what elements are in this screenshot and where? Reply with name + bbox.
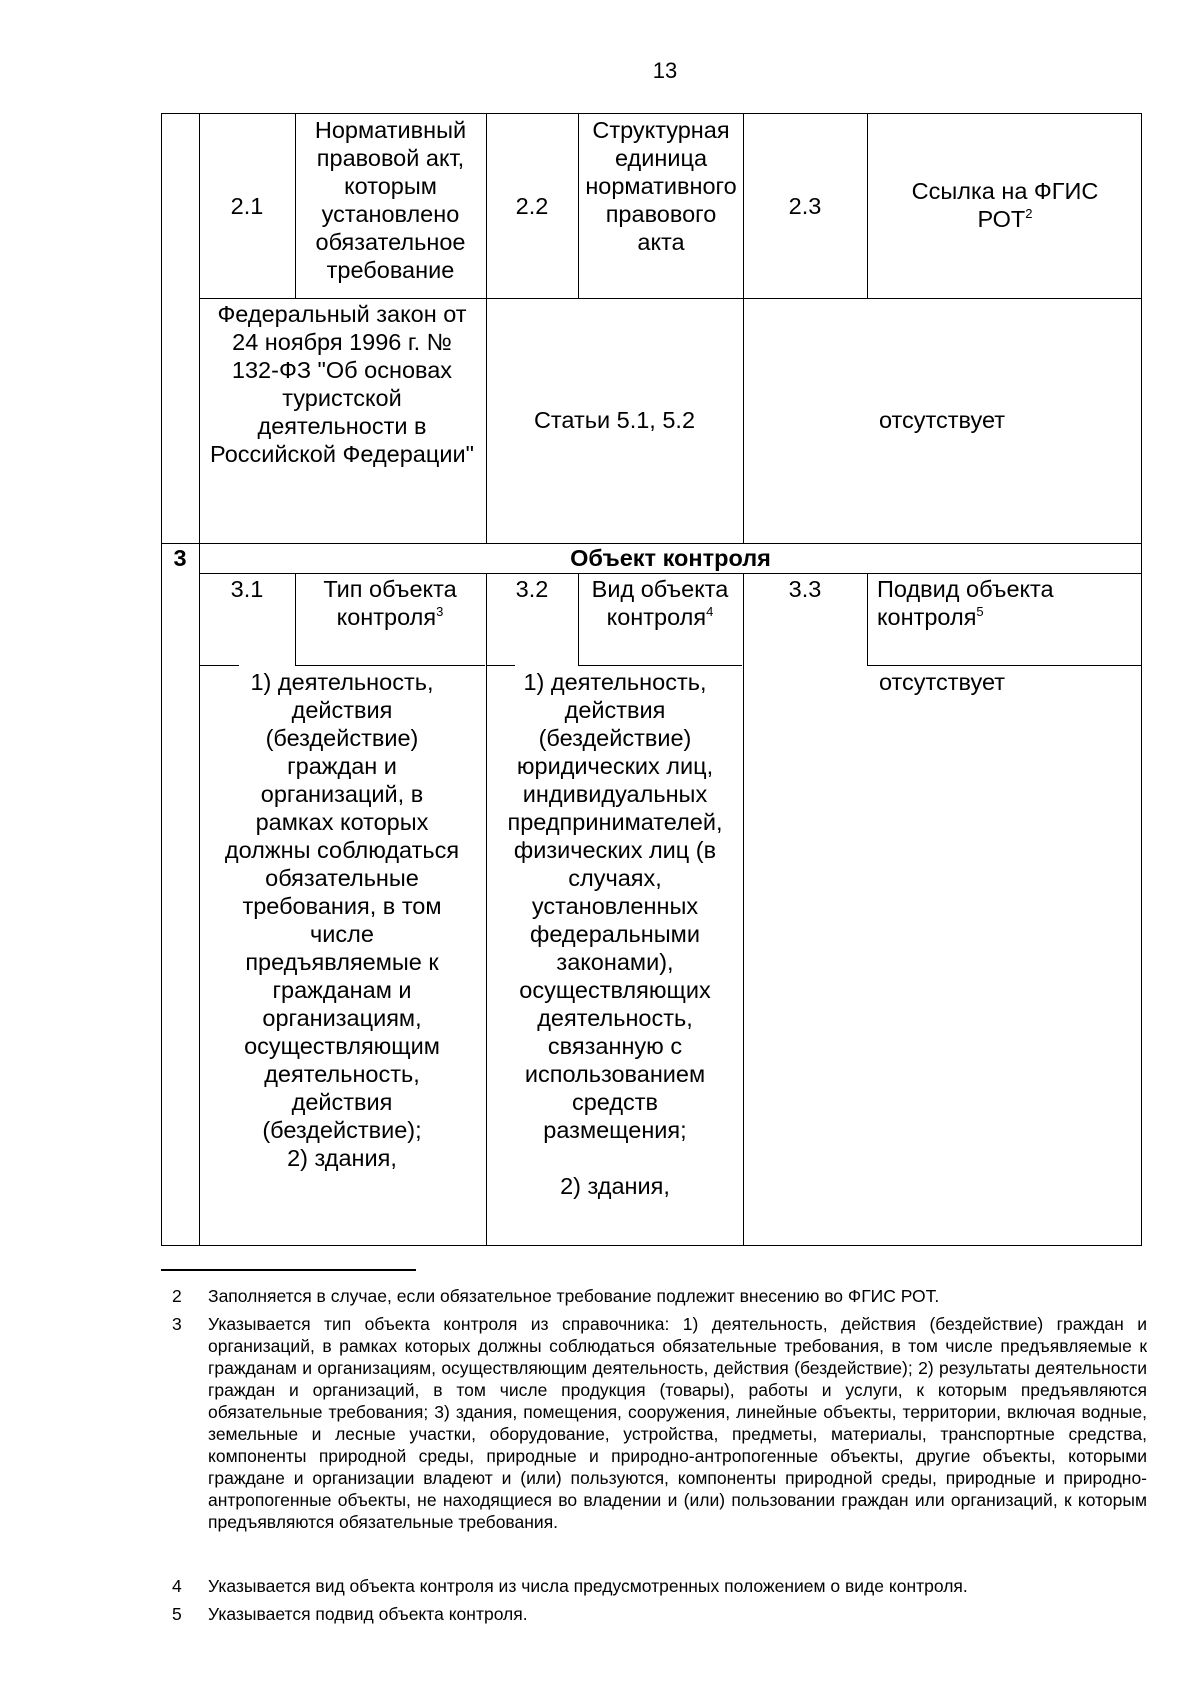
column-divider	[867, 113, 868, 299]
footnote-number: 2	[172, 1286, 182, 1306]
column-divider	[295, 113, 296, 299]
footnote-text: Указывается вид объекта контроля из числа предусмотренных положением о виде контроля.	[208, 1576, 968, 1596]
footnote-text: Заполняется в случае, если обязательное требование подлежит внесению во ФГИС РОТ.	[208, 1286, 940, 1306]
cell-2-1-label: Нормативный правовой акт, которым установлено обязательное требование	[314, 117, 467, 283]
footnote-number: 4	[172, 1576, 182, 1596]
cell-3-2-label-text: Вид объекта контроля	[591, 576, 729, 630]
cell-object-subkind: отсутствует	[878, 669, 1006, 695]
footnote-number: 3	[172, 1314, 182, 1334]
cell-3-1-label-text: Тип объекта контроля	[323, 576, 457, 630]
footnote-number: 5	[172, 1604, 182, 1624]
cell-object-kind: 1) деятельность, действия (бездействие) юридических лиц, индивидуальных предпринимателей, физических лиц (в случаях, установленных федеральными законами), осуществляющих деятельность, связанную с использованием средств размещения; 2) здания,	[507, 669, 723, 1199]
cell-2-2-number: 2.2	[515, 193, 549, 219]
footnote-separator	[161, 1269, 416, 1271]
footnote-4	[172, 1575, 1147, 1597]
footnote-ref-5: 5	[976, 604, 984, 620]
page-number: 13	[652, 58, 678, 83]
cell-2-3-number: 2.3	[788, 193, 822, 219]
column-divider	[867, 573, 868, 666]
cell-3-3-label	[877, 575, 1127, 631]
cell-3-1-label	[305, 575, 475, 631]
cell-2-3-label-text: Ссылка на ФГИС РОТ	[911, 178, 1099, 232]
column-divider	[578, 573, 579, 666]
cell-3-1-number: 3.1	[230, 576, 264, 602]
row-divider	[199, 298, 1142, 299]
cell-2-1-number: 2.1	[230, 193, 264, 219]
cell-object-type: 1) деятельность, действия (бездействие) граждан и организаций, в рамках которых должны соблюдаться обязательные требования, в том числе предъявляемые к гражданам и организациям, осуществляющим деятельность, действия (бездействие); 2) здания,	[224, 669, 460, 1171]
footnote-text: Указывается тип объекта контроля из справочника: 1) деятельность, действия (бездействие) граждан и организаций, в рамках которых должны соблюдаться обязательные требования, в том числе предъявляемые к гражданам и организациям, осуществляющим деятельность, действия (бездействие); 2) результаты деятельности граждан и организаций, в том числе продукция (товары), работы и услуги, к которым предъявляются обязательные требования; 3) здания, помещения, сооружения, линейные объекты, территории, включая водные, земельные и лесные участки, оборудование, устройства, предметы, материалы, транспортные средства, компоненты природной среды, природные и природно-антропогенные объекты, другие объекты, которыми граждане и организации владеют и (или) пользуются, компоненты природной среды, природные и природно-антропогенные объекты, не находящиеся во владении и (или) пользовании граждан или организаций, к которым предъявляются обязательные требования.	[208, 1314, 1147, 1532]
footnote-ref-4: 4	[706, 604, 714, 620]
footnote-text: Указывается подвид объекта контроля.	[208, 1604, 528, 1624]
row-divider	[199, 573, 1142, 574]
footnote-ref-2: 2	[1025, 206, 1033, 222]
table-border-top	[161, 113, 1142, 114]
row-divider	[199, 665, 239, 666]
footnote-5	[172, 1603, 1147, 1625]
footnote-3	[172, 1313, 1147, 1533]
table-border-left	[161, 113, 162, 1246]
column-divider	[486, 113, 487, 544]
column-divider	[486, 573, 487, 1246]
table-border-bottom	[161, 1245, 1142, 1246]
cell-frot-link: отсутствует	[878, 407, 1006, 433]
cell-3-3-number: 3.3	[788, 576, 822, 602]
row-divider	[579, 665, 742, 666]
section-3-title: Объект контроля	[570, 545, 771, 571]
table-border-right	[1141, 113, 1142, 1246]
cell-3-3-label-text: Подвид объекта контроля	[877, 576, 1054, 630]
footnote-2	[172, 1285, 1147, 1307]
column-divider	[295, 573, 296, 666]
column-divider	[578, 113, 579, 299]
row-divider	[867, 665, 1142, 666]
cell-2-3-label	[885, 177, 1125, 233]
footnote-ref-3: 3	[436, 604, 444, 620]
cell-act-name: Федеральный закон от 24 ноября 1996 г. № 132-ФЗ "Об основах туристской деятельности в Российской Федерации"	[210, 301, 474, 467]
section-3-number: 3	[173, 545, 187, 571]
column-divider	[743, 113, 744, 544]
cell-3-2-number: 3.2	[515, 576, 549, 602]
row-divider	[295, 665, 485, 666]
cell-structural-unit: Статьи 5.1, 5.2	[533, 407, 696, 433]
cell-2-2-label: Структурная единица нормативного правового акта	[585, 117, 737, 255]
row-divider	[487, 665, 515, 666]
column-divider	[199, 113, 200, 1246]
cell-3-2-label	[588, 575, 732, 631]
